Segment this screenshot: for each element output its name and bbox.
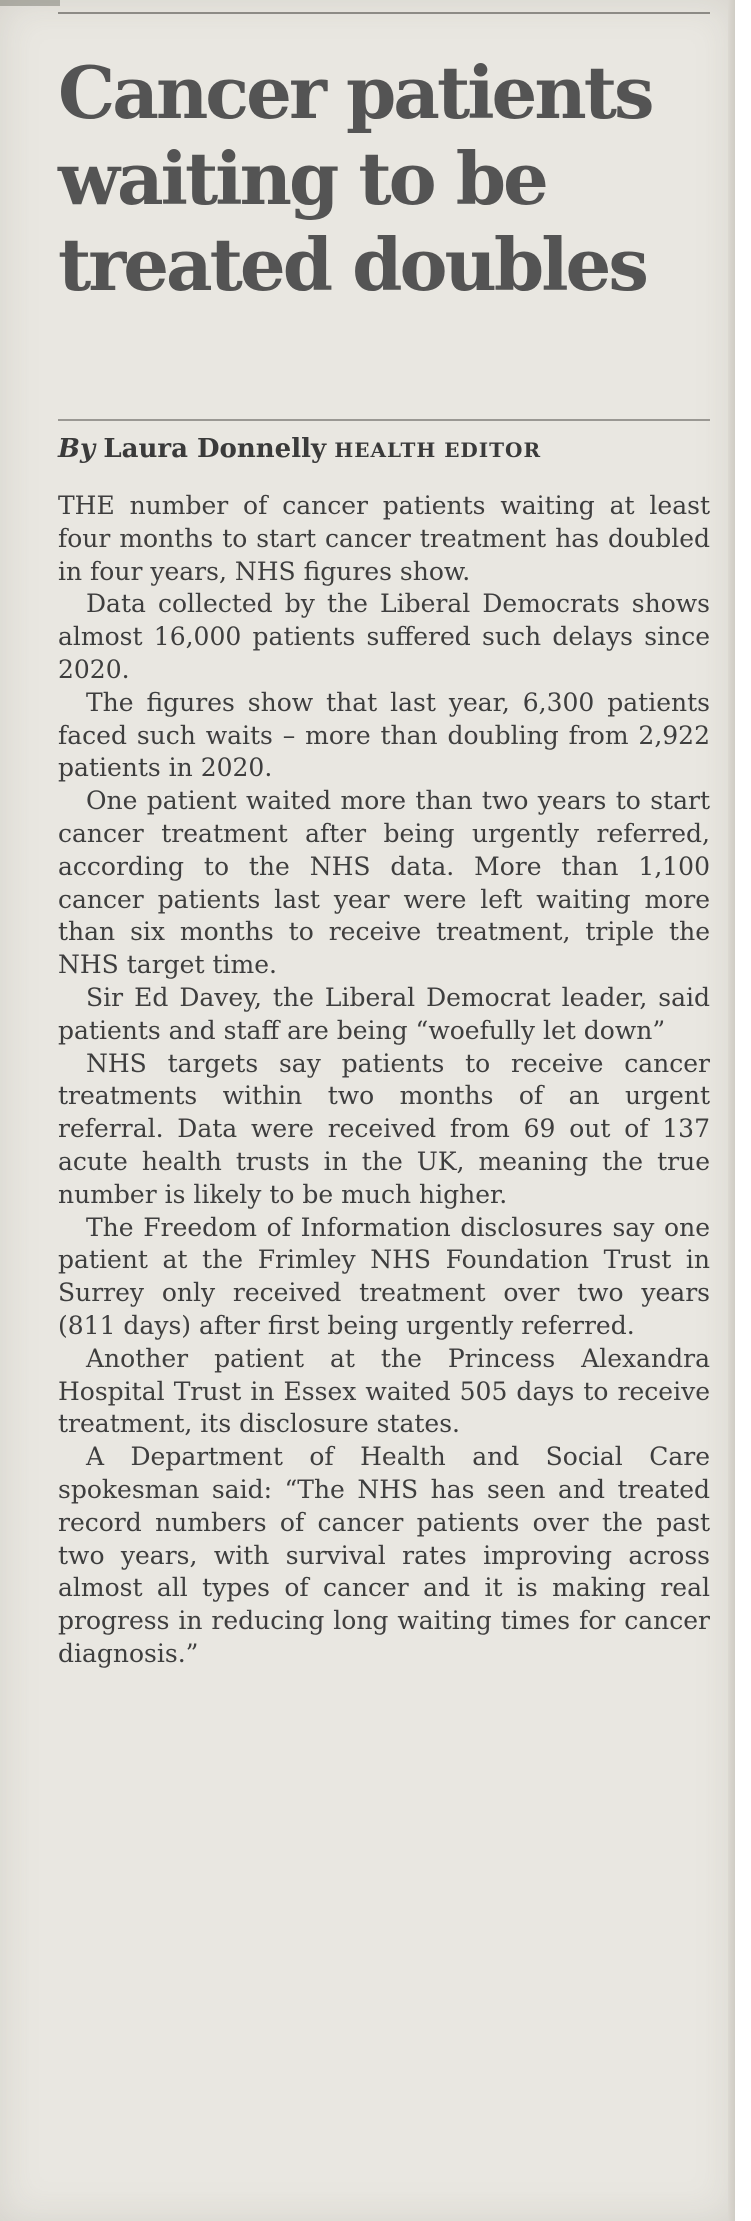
byline-role: HEALTH EDITOR: [334, 438, 542, 462]
paragraph: Sir Ed Davey, the Liberal Democrat leader, said patients and staff are being “woefully let down”: [58, 982, 710, 1045]
paragraph: Another patient at the Princess Alexandra Hospital Trust in Essex waited 505 days to receive treatment, its disclosure states.: [58, 1343, 710, 1439]
byline-author: Laura Donnelly: [103, 434, 327, 464]
byline: [58, 431, 710, 468]
paragraph: The figures show that last year, 6,300 patients faced such waits – more than doubling from 2,922 patients in 2020.: [58, 687, 710, 783]
paragraph: One patient waited more than two years to start cancer treatment after being urgently referred, according to the NHS data. More than 1,100 cancer patients last year were left waiting more than six months to receive treatment, triple the NHS target time.: [58, 786, 710, 980]
paragraph: THE number of cancer patients waiting at least four months to start cancer treatment has doubled in four years, NHS figures show.: [58, 491, 710, 586]
paragraph: Data collected by the Liberal Democrats shows almost 16,000 patients suffered such delays since 2020.: [58, 589, 710, 684]
clipping-edge: [728, 0, 735, 2221]
top-edge-mark: [0, 0, 60, 6]
paragraph: The Freedom of Information disclosures say one patient at the Frimley NHS Foundation Trust in Surrey only received treatment over two years (811 days) after first being urgently referred.: [58, 1212, 710, 1340]
article-body: [58, 490, 710, 1671]
byline-rule: [58, 419, 710, 421]
paragraph: NHS targets say patients to receive cancer treatments within two months of an urgent referral. Data were received from 69 out of 137 acute health trusts in the UK, meaning the true number is likely to be much higher.: [58, 1048, 710, 1209]
paragraph: A Department of Health and Social Care spokesman said: “The NHS has seen and treated record numbers of cancer patients over the past two years, with survival rates improving across almost all types of cancer and it is making real progress in reducing long waiting times for cancer diagnosis.”: [58, 1442, 710, 1668]
headline: Cancer patients waiting to be treated doubles: [58, 50, 652, 307]
byline-by: By: [58, 434, 96, 464]
top-rule: [58, 12, 710, 14]
